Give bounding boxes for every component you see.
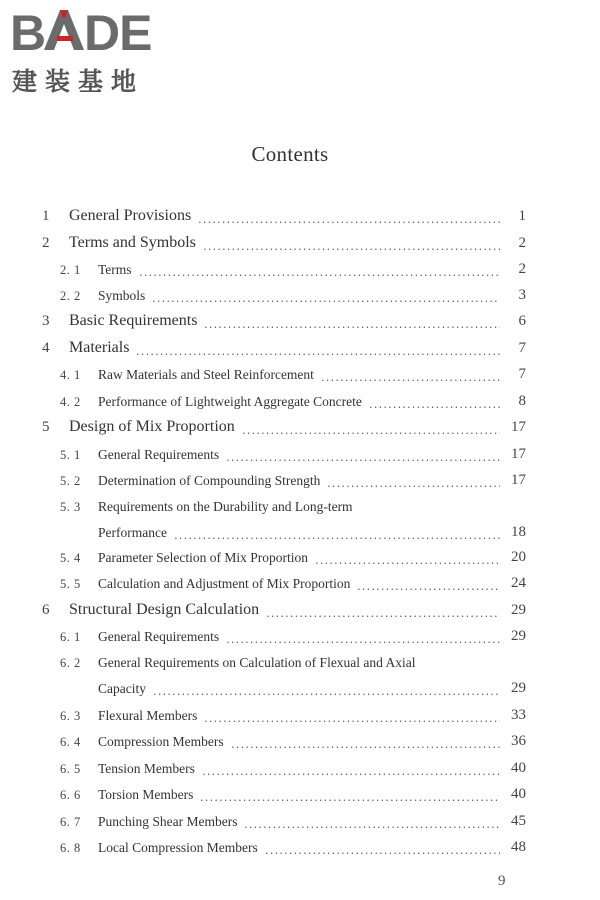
toc-leader-dots bbox=[370, 401, 500, 411]
toc-entry-number: 5. 3 bbox=[60, 500, 81, 514]
toc-entry-number: 1 bbox=[42, 208, 50, 224]
toc-entry-number: 6. 8 bbox=[60, 841, 81, 855]
toc-entry-page: 20 bbox=[511, 549, 526, 565]
toc-entry-page: 29 bbox=[511, 602, 526, 618]
toc-entry-page: 17 bbox=[511, 446, 526, 462]
toc-entry-number: 4 bbox=[42, 340, 50, 356]
toc-entry-label: General Requirements bbox=[98, 629, 220, 644]
toc-entry-number: 5. 5 bbox=[60, 577, 81, 591]
toc-entry-page: 29 bbox=[511, 680, 526, 696]
toc-leader-dots bbox=[153, 295, 500, 305]
contents-title: Contents bbox=[251, 142, 329, 166]
toc-entry-page: 1 bbox=[518, 208, 526, 224]
toc-entry-label: General Requirements on Calculation of Flexual and Axial bbox=[98, 655, 416, 670]
toc-entry-number: 5. 4 bbox=[60, 551, 81, 565]
toc-entry-number: 2. 2 bbox=[60, 289, 81, 303]
toc-entry-page: 6 bbox=[518, 313, 526, 329]
toc-entry-number: 5. 2 bbox=[60, 474, 81, 488]
toc-leader-dots bbox=[175, 532, 500, 542]
toc-entry-label: Basic Requirements bbox=[69, 312, 198, 329]
toc-entry-number: 6. 3 bbox=[60, 709, 81, 723]
toc-entry-label: Torsion Members bbox=[98, 787, 194, 802]
toc-entry-label: Requirements on the Durability and Long-term bbox=[98, 499, 353, 514]
toc-entry-page: 40 bbox=[511, 786, 526, 802]
toc-entry-label: Materials bbox=[69, 339, 130, 356]
toc-entry-label: Parameter Selection of Mix Proportion bbox=[98, 550, 308, 565]
toc-entry-label: Calculation and Adjustment of Mix Proportion bbox=[98, 576, 351, 591]
toc-leader-dots bbox=[328, 480, 500, 490]
toc-entry-label: Terms bbox=[98, 262, 132, 277]
toc-entry-label: Design of Mix Proportion bbox=[69, 418, 235, 435]
toc-leader-dots bbox=[205, 715, 500, 725]
toc-entry-page: 24 bbox=[511, 575, 526, 591]
toc-entry-number: 6 bbox=[42, 602, 50, 618]
toc-entry-label: Raw Materials and Steel Reinforcement bbox=[98, 367, 314, 382]
toc-leader-dots bbox=[199, 216, 500, 226]
toc-entry-number: 5 bbox=[42, 419, 50, 435]
toc-leader-dots bbox=[227, 454, 500, 464]
toc-entry-number: 5. 1 bbox=[60, 448, 81, 462]
toc-entry-page: 7 bbox=[518, 340, 526, 356]
toc-entry-number: 4. 2 bbox=[60, 395, 81, 409]
toc-entry-number: 6. 7 bbox=[60, 815, 81, 829]
toc-entry-label: Terms and Symbols bbox=[69, 234, 196, 251]
toc-entry-page: 2 bbox=[518, 235, 526, 251]
toc-entry-page: 45 bbox=[511, 813, 526, 829]
toc-leader-dots bbox=[227, 636, 500, 646]
toc-leader-dots bbox=[243, 427, 500, 437]
toc-entry-page: 33 bbox=[511, 707, 526, 723]
toc-entry-label: Tension Members bbox=[98, 761, 195, 776]
toc-entry-page: 7 bbox=[518, 366, 526, 382]
svg-text:B: B bbox=[10, 5, 46, 60]
toc-leader-dots bbox=[267, 610, 500, 620]
toc-leader-dots bbox=[266, 847, 500, 857]
toc-leader-dots bbox=[245, 821, 500, 831]
toc-entry-page: 8 bbox=[518, 393, 526, 409]
toc-entry-label: Flexural Members bbox=[98, 708, 198, 723]
toc-entry-number: 2 bbox=[42, 235, 50, 251]
toc-leader-dots bbox=[140, 269, 500, 279]
toc-entry-number: 6. 5 bbox=[60, 762, 81, 776]
toc-entry-page: 17 bbox=[511, 419, 526, 435]
toc-entry-label: Structural Design Calculation bbox=[69, 601, 260, 618]
toc-entry-number: 4. 1 bbox=[60, 368, 81, 382]
toc-entry-label-continuation: Performance bbox=[98, 525, 167, 540]
toc-entry-label: General Requirements bbox=[98, 447, 220, 462]
logo-chinese-text: 建装基地 bbox=[12, 67, 145, 96]
toc-leader-dots bbox=[232, 741, 500, 751]
page-number: 9 bbox=[498, 873, 506, 889]
toc-entry-label: Local Compression Members bbox=[98, 840, 258, 855]
toc-entry-number: 3 bbox=[42, 313, 50, 329]
toc-entry-number: 6. 1 bbox=[60, 630, 81, 644]
toc-leader-dots bbox=[137, 348, 500, 358]
toc-entry-label: Compression Members bbox=[98, 734, 224, 749]
toc-leader-dots bbox=[203, 768, 500, 778]
toc-entry-page: 48 bbox=[511, 839, 526, 855]
toc-leader-dots bbox=[322, 374, 500, 384]
toc-entry-label-continuation: Capacity bbox=[98, 681, 146, 696]
toc-leader-dots bbox=[204, 243, 500, 253]
toc-leader-dots bbox=[154, 688, 500, 698]
toc-leader-dots bbox=[358, 583, 500, 593]
toc-leader-dots bbox=[316, 557, 500, 567]
toc-leader-dots bbox=[205, 321, 500, 331]
toc-entry-page: 17 bbox=[511, 472, 526, 488]
toc-entry-page: 29 bbox=[511, 628, 526, 644]
toc-leader-dots bbox=[201, 794, 500, 804]
toc-entry-page: 2 bbox=[518, 261, 526, 277]
toc-entry-label: Symbols bbox=[98, 288, 146, 303]
toc-entry-label: Performance of Lightweight Aggregate Concrete bbox=[98, 394, 362, 409]
toc-entry-page: 40 bbox=[511, 760, 526, 776]
toc-entry-number: 6. 4 bbox=[60, 735, 81, 749]
toc-entry-label: General Provisions bbox=[69, 207, 192, 224]
toc-entry-number: 2. 1 bbox=[60, 263, 81, 277]
toc-entry-page: 36 bbox=[511, 733, 526, 749]
svg-text:DE: DE bbox=[84, 5, 152, 60]
toc-entry-label: Punching Shear Members bbox=[98, 814, 238, 829]
toc-entry-number: 6. 2 bbox=[60, 656, 81, 670]
toc-entry-page: 18 bbox=[511, 524, 526, 540]
toc-entry-number: 6. 6 bbox=[60, 788, 81, 802]
toc-entry-page: 3 bbox=[518, 287, 526, 303]
toc-entry-label: Determination of Compounding Strength bbox=[98, 473, 321, 488]
